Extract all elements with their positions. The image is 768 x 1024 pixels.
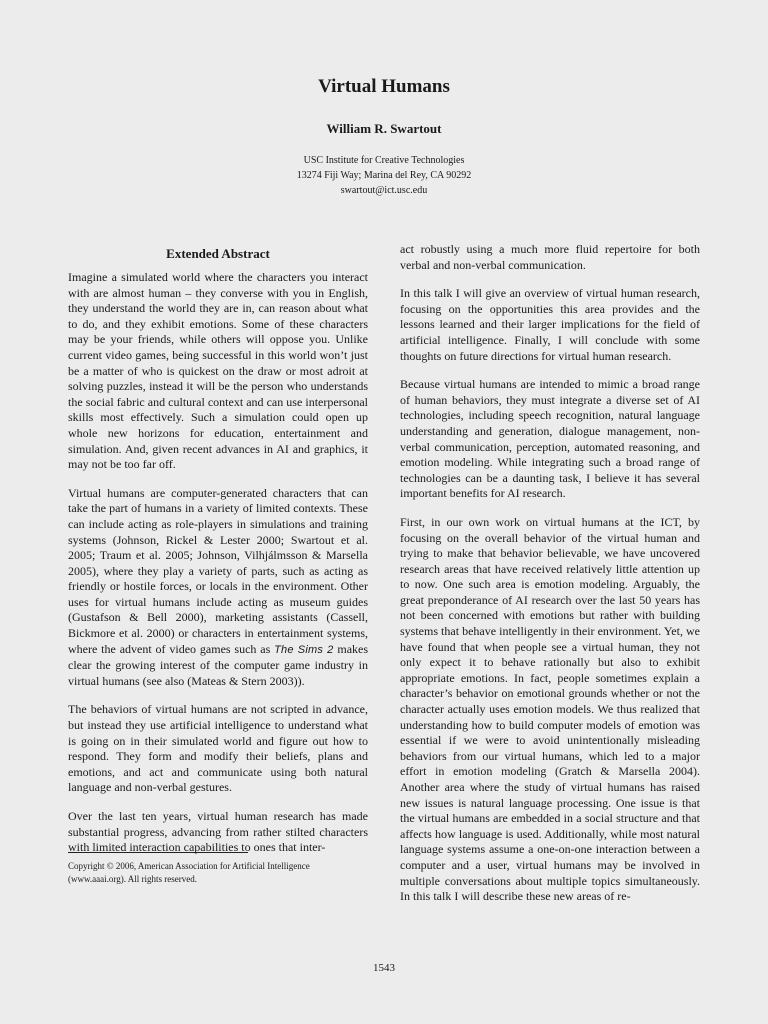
paper-title: Virtual Humans <box>318 76 450 97</box>
paragraph-text: makes clear the growing interest of the computer game industry in virtual humans (see also (Mateas & Stern 2003)). <box>68 641 369 688</box>
right-column <box>400 242 700 918</box>
paragraph-text: Virtual humans are computer-generated characters that can take the part of humans in a variety of limited contexts. These can include acting as role-players in simulations and training systems (Johnson, Rickel & Lester 2000; Swartout et al. 2005; Traum et al. 2005; Johnson, Vilhjálmsson & Marsella 2005), where they play a variety of parts, such as acting as friendly or hostile forces, or locals in the environment. Other uses for virtual humans include acting as museum guides (Gustafson & Bell 2000), marketing assistants (Cassell, Bickmore et al. 2000) or characters in entertainment systems, where the advent of video games such as <box>68 485 368 656</box>
paragraph: Over the last ten years, virtual human research has made substantial progress, advancing from rather stilted characters with limited interaction capabilities to ones that inter- <box>68 809 368 855</box>
footnote-rule <box>68 852 248 853</box>
paragraph: The behaviors of virtual humans are not scripted in advance, but instead they use artificial intelligence to understand what is going on in their simulated world and figure out how to respond. They form and modify their beliefs, plans and emotions, and act and communicate using both natural language and non-verbal gestures. <box>68 702 368 795</box>
author-name: William R. Swartout <box>326 121 442 136</box>
copyright-notice <box>68 860 368 886</box>
page-number: 1543 <box>373 962 395 974</box>
section-heading: Extended Abstract <box>166 246 270 261</box>
left-column <box>68 242 368 869</box>
copyright-line: (www.aaai.org). All rights reserved. <box>68 874 197 884</box>
paragraph: In this talk I will give an overview of virtual human research, focusing on the opportunities this area provides and the lessons learned and their larger implications for the field of artificial intelligence. Finally, I will conclude with some thoughts on future directions for virtual human research. <box>400 286 700 363</box>
paragraph: act robustly using a much more fluid repertoire for both verbal and non-verbal communication. <box>400 242 700 272</box>
paragraph: First, in our own work on virtual humans at the ICT, by focusing on the overall behavior of the virtual human and trying to make that behavior believable, we have uncovered research areas that have received relatively little attention up to now. One such area is emotion modeling. Arguably, the great preponderance of AI research over the last 50 years has not been concerned with emotions but rather with building systems that behave intelligently in their environment. Yet, we have found that when people see a virtual human, they not only expect it to behave rationally but also to exhibit appropriate emotions. In fact, people sometimes explain a character’s behavior on emotional grounds whether or not the character actually uses emotion models. We thus realized that understanding how to build computer models of emotion was essential if we were to avoid unintentionally misleading behaviors from our virtual humans, which led to a major effort in emotion modeling (Gratch & Marsella 2004). Another area where the study of virtual humans has raised new issues is natural language processing. One issue is that the virtual humans are embedded in a social structure and that affects how language is used. Additionally, while most natural language systems assume a one-on-one interaction between a computer and a user, virtual humans may be involved in multiple conversations about multiple topics simultaneously. In this talk I will describe these new areas of re- <box>400 514 700 904</box>
paragraph <box>68 486 368 690</box>
paragraph: Imagine a simulated world where the characters you interact with are almost human – they converse with you in English, they understand the world they are in, can reason about what to do, and they exhibit emotions. Some of these characters may be your friends, while others will oppose you. Unlike current video games, being successful in this world won’t just be a matter of who is quickest on the draw or most adroit at solving puzzles, instead it will be the person who understands the social fabric and cultural context and can use interpersonal skills most effectively. Such a simulation could open up whole new horizons for education, entertainment and simulation. And, given recent advances in AI and graphics, it may not be too far off. <box>68 270 368 472</box>
institution: USC Institute for Creative Technologies <box>303 155 465 166</box>
copyright-line: Copyright © 2006, American Association for Artificial Intelligence <box>68 861 310 871</box>
email: swartout@ict.usc.edu <box>340 185 428 196</box>
paragraph: Because virtual humans are intended to mimic a broad range of human behaviors, they must integrate a diverse set of AI technologies, including speech recognition, natural language understanding and generation, dialogue management, non-verbal communication, perception, automated reasoning, and emotion modeling. While integrating such a broad range of technologies can be a daunting task, I believe it has several important benefits for AI research. <box>400 377 700 501</box>
address: 13274 Fiji Way; Marina del Rey, CA 90292 <box>296 170 472 181</box>
game-title: The Sims 2 <box>274 643 334 656</box>
affiliation-block <box>0 153 768 198</box>
